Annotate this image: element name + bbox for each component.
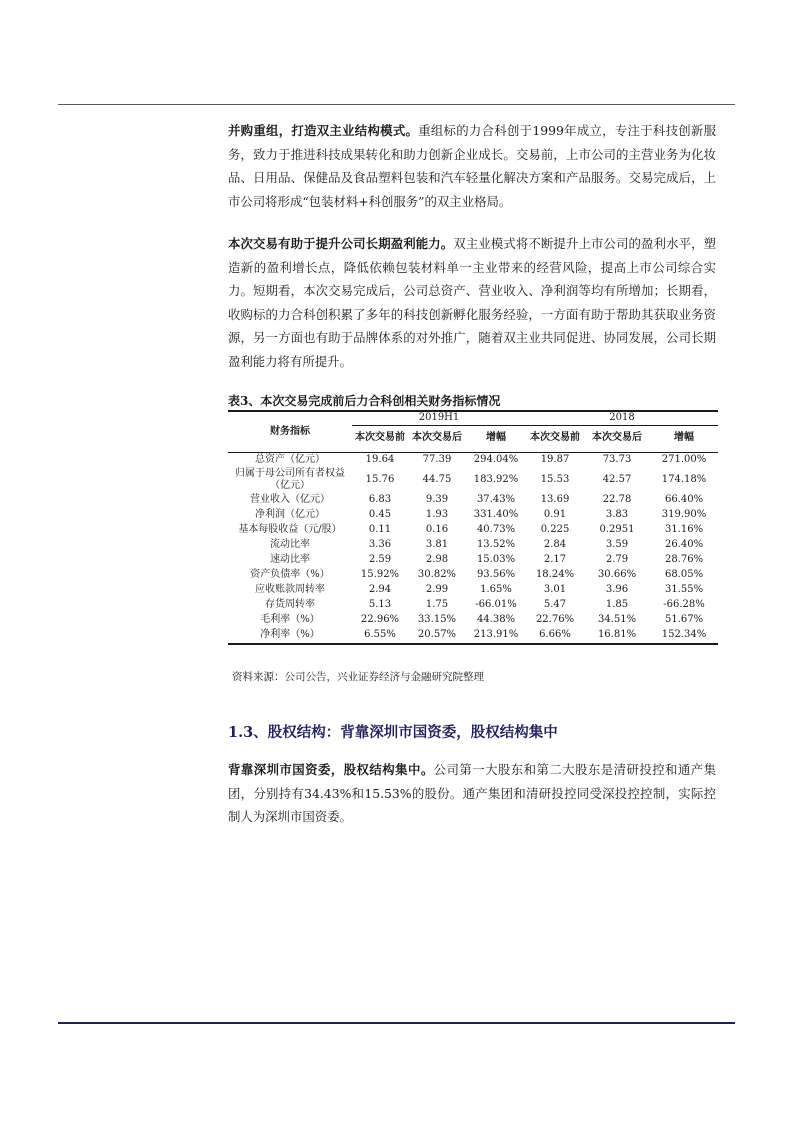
value-cell: 68.05% — [664, 568, 704, 580]
value-cell: 0.2951 — [599, 523, 635, 535]
value-cell: 2.17 — [543, 553, 567, 565]
value-cell: 66.40% — [664, 493, 704, 505]
footer-rule — [58, 1022, 735, 1024]
metric-name-cell: 资产负债率（%） — [250, 568, 330, 580]
value-cell: 2.94 — [368, 583, 392, 595]
value-cell: 6.83 — [368, 493, 392, 505]
table-row — [228, 538, 718, 553]
metric-name-cell: 毛利率（%） — [260, 613, 320, 625]
value-cell: 1.75 — [425, 598, 449, 610]
sub-header-before: 本次交易前 — [352, 425, 408, 452]
value-cell: -66.28% — [663, 598, 705, 610]
value-cell: 30.66% — [597, 568, 637, 580]
value-cell: 15.03% — [476, 553, 516, 565]
paragraph-body: 重组标的力合科创于1999年成立，专注于科技创新服务，致力于推进科技成果转化和助力创新企业成长。交易前，上市公司的主营业务为化妆品、日用品、保健品及食品塑料包装和汽车轻量化解决方案和产品服务。交易完成后，上市公司将形成“包装材料+科创服务”的双主业格局。 — [228, 123, 717, 209]
value-cell: 16.81% — [584, 628, 650, 644]
value-cell: 20.57% — [408, 628, 466, 644]
value-cell: 28.76% — [664, 553, 704, 565]
section-heading: 1.3、股权结构：背靠深圳市国资委，股权结构集中 — [228, 724, 558, 741]
value-cell: 6.66% — [526, 628, 584, 644]
value-cell: 2.79 — [605, 553, 629, 565]
metric-name-cell: 净利率（%） — [228, 628, 352, 644]
value-cell: 51.67% — [664, 613, 704, 625]
sub-header-after: 本次交易后 — [408, 425, 466, 452]
value-cell: 3.96 — [605, 583, 629, 595]
value-cell: 22.76% — [535, 613, 575, 625]
value-cell: 152.34% — [650, 628, 718, 644]
value-cell: 26.40% — [664, 538, 704, 550]
value-cell: 3.36 — [368, 538, 392, 550]
value-cell: 13.52% — [476, 538, 516, 550]
value-cell: 3.59 — [605, 538, 629, 550]
financial-indicators-table — [228, 410, 718, 645]
value-cell: 44.75 — [422, 473, 452, 485]
value-cell: 1.85 — [605, 598, 629, 610]
paragraph-body: 公司第一大股东和第二大股东是清研投控和通产集团，分别持有34.43%和15.53%的股份。通产集团和清研投控同受深投控控制，实际控制人为深圳市国资委。 — [228, 762, 717, 825]
value-cell: 22.96% — [360, 613, 400, 625]
value-cell: 37.43% — [476, 493, 516, 505]
table-row — [228, 553, 718, 568]
metric-name-cell: 应收账款周转率 — [255, 583, 325, 595]
paragraph-restructuring — [228, 119, 716, 213]
table-row — [228, 583, 718, 598]
value-cell: 15.76 — [365, 473, 395, 485]
value-cell: 5.47 — [543, 598, 567, 610]
paragraph-ownership — [228, 758, 716, 829]
value-cell: 294.04% — [473, 453, 519, 465]
metric-column-header: 财务指标 — [228, 411, 352, 452]
value-cell: 3.83 — [605, 508, 629, 520]
metric-name-cell: 净利润（亿元） — [255, 508, 325, 520]
value-cell: 3.81 — [425, 538, 449, 550]
period-header-2019h1: 2019H1 — [352, 411, 526, 425]
value-cell: 18.24% — [535, 568, 575, 580]
value-cell: 5.13 — [368, 598, 392, 610]
table-row — [228, 493, 718, 508]
value-cell: 44.38% — [476, 613, 516, 625]
value-cell: 2.98 — [425, 553, 449, 565]
table-body — [228, 452, 718, 644]
metric-name-cell: 归属于母公司所有者权益（亿元） — [235, 467, 345, 491]
metric-name-cell: 基本每股收益（元/股） — [238, 523, 342, 535]
metric-name-cell: 速动比率 — [270, 553, 310, 565]
metric-name-cell: 营业收入（亿元） — [250, 493, 330, 505]
table-row — [228, 508, 718, 523]
value-cell: 42.57 — [602, 473, 632, 485]
paragraph-profitability — [228, 232, 716, 374]
value-cell: 0.11 — [368, 523, 392, 535]
sub-header-growth: 增幅 — [466, 425, 526, 452]
table-row — [228, 628, 718, 644]
value-cell: 271.00% — [661, 453, 707, 465]
value-cell: 0.91 — [543, 508, 567, 520]
value-cell: 33.15% — [417, 613, 457, 625]
value-cell: 93.56% — [476, 568, 516, 580]
value-cell: 30.82% — [417, 568, 457, 580]
value-cell: 2.84 — [543, 538, 567, 550]
value-cell: 0.45 — [368, 508, 392, 520]
paragraph-lead: 本次交易有助于提升公司长期盈利能力。 — [228, 236, 454, 251]
sub-header-growth: 增幅 — [650, 425, 718, 452]
value-cell: 2.59 — [368, 553, 392, 565]
value-cell: 6.55% — [352, 628, 408, 644]
metric-name-cell: 总资产（亿元） — [255, 453, 325, 465]
value-cell: 13.69 — [540, 493, 570, 505]
value-cell: 174.18% — [661, 473, 707, 485]
value-cell: 1.65% — [480, 583, 512, 595]
value-cell: 9.39 — [425, 493, 449, 505]
sub-header-before: 本次交易前 — [526, 425, 584, 452]
value-cell: 213.91% — [466, 628, 526, 644]
table-row — [228, 468, 718, 493]
paragraph-lead: 并购重组，打造双主业结构模式。 — [228, 123, 419, 138]
value-cell: 2.99 — [425, 583, 449, 595]
metric-name-cell: 存货周转率 — [265, 598, 315, 610]
value-cell: 77.39 — [422, 453, 452, 465]
value-cell: 34.51% — [597, 613, 637, 625]
value-cell: 73.73 — [602, 453, 632, 465]
value-cell: 3.01 — [543, 583, 567, 595]
table-row — [228, 598, 718, 613]
table-row — [228, 568, 718, 583]
value-cell: -66.01% — [475, 598, 517, 610]
period-header-2018: 2018 — [526, 411, 718, 425]
value-cell: 31.16% — [664, 523, 704, 535]
paragraph-body: 双主业模式将不断提升上市公司的盈利水平，塑造新的盈利增长点，降低依赖包装材料单一主业带来的经营风险，提高上市公司综合实力。短期看，本次交易完成后，公司总资产、营业收入、净利润等均有所增加；长期看，收购标的力合科创积累了多年的科技创新孵化服务经验，一方面有助于帮助其获取业务资源，另一方面也有助于品牌体系的对外推广，随着双主业共同促进、协同发展，公司长期盈利能力将有所提升。 — [228, 236, 717, 369]
table-source-note: 资料来源：公司公告，兴业证券经济与金融研究院整理 — [232, 671, 484, 683]
value-cell: 22.78 — [602, 493, 632, 505]
value-cell: 19.64 — [365, 453, 395, 465]
value-cell: 15.53 — [540, 473, 570, 485]
table-row — [228, 523, 718, 538]
value-cell: 183.92% — [473, 473, 519, 485]
value-cell: 1.93 — [425, 508, 449, 520]
value-cell: 15.92% — [360, 568, 400, 580]
value-cell: 0.16 — [425, 523, 449, 535]
value-cell: 19.87 — [540, 453, 570, 465]
value-cell: 0.225 — [540, 523, 570, 535]
table-caption: 表3、本次交易完成前后力合科创相关财务指标情况 — [228, 394, 501, 408]
value-cell: 319.90% — [661, 508, 707, 520]
sub-header-after: 本次交易后 — [584, 425, 650, 452]
header-rule — [58, 104, 735, 105]
metric-name-cell: 流动比率 — [270, 538, 310, 550]
value-cell: 31.55% — [664, 583, 704, 595]
paragraph-lead: 背靠深圳市国资委，股权结构集中。 — [228, 762, 434, 777]
value-cell: 40.73% — [476, 523, 516, 535]
table-row — [228, 452, 718, 468]
value-cell: 331.40% — [473, 508, 519, 520]
table-row — [228, 613, 718, 628]
